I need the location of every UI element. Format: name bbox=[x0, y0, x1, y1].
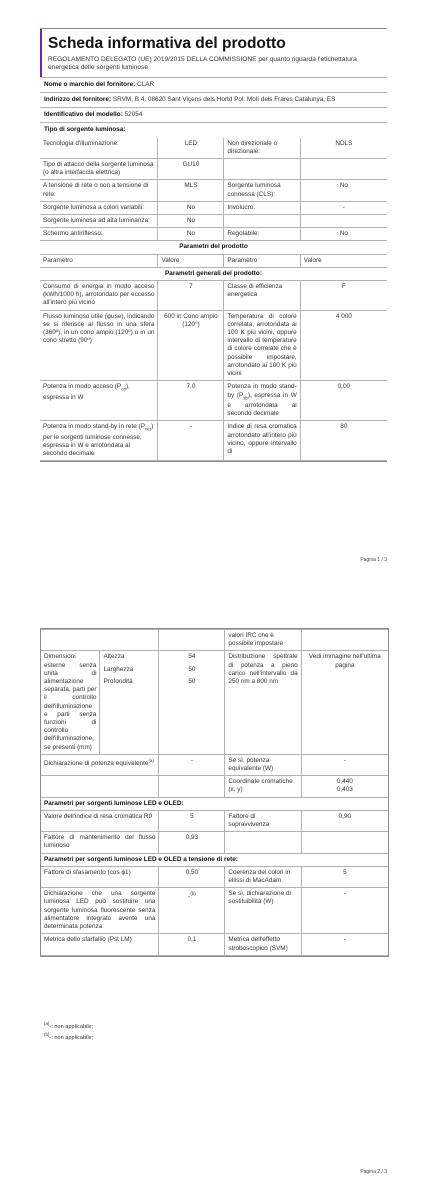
type-value bbox=[300, 159, 387, 180]
type-value: NDLS bbox=[300, 138, 387, 159]
param-row bbox=[41, 651, 388, 754]
macadam-value: 5 bbox=[301, 866, 388, 887]
page-2-frame bbox=[40, 628, 389, 957]
psb-label-tail: ), espressa in W e arrotondata al secondo decimale bbox=[227, 391, 297, 418]
param-row bbox=[41, 810, 388, 831]
type-row bbox=[40, 180, 387, 201]
param-row bbox=[41, 866, 388, 887]
param-row bbox=[40, 310, 387, 381]
cri-value: 80 bbox=[300, 421, 387, 461]
cri-label-continued: valori IRC che è possibile impostare bbox=[225, 630, 301, 651]
maintenance-label: Fattore di mantenimento del flusso luminoso bbox=[41, 832, 159, 853]
param-row bbox=[41, 630, 388, 651]
empty-cell bbox=[301, 630, 388, 651]
pnet-label-tail: ) per le sorgenti luminose connesse, espressa in W e arrotondata al secondo decimale bbox=[43, 423, 154, 458]
r9-label: Valore dell'indice di resa cromatica R9 bbox=[41, 810, 159, 831]
type-table bbox=[40, 138, 387, 462]
model-row bbox=[40, 107, 387, 122]
flux-value: 600 in Cono ampio (120°) bbox=[158, 310, 224, 381]
column-header-row bbox=[40, 254, 387, 267]
type-value: MLS bbox=[158, 180, 224, 201]
footnote-b bbox=[44, 1031, 93, 1042]
replacement-value-text: - bbox=[188, 893, 191, 901]
type-label: Tecnologia d'illuminazione: bbox=[40, 138, 158, 159]
macadam-label: Coerenza dei colori in ellissi di MacAdam bbox=[225, 866, 301, 887]
source-type-row bbox=[40, 122, 387, 137]
led-params-title: Parametri per sorgenti luminose LED e OLED: bbox=[41, 797, 388, 810]
equivalent-label bbox=[41, 754, 159, 775]
page-1-frame bbox=[40, 28, 387, 462]
address-value: SRVM, B 4, 08620 Sant Viçens dels Hortd Pol. Molí dels Frares Catalunya, ES bbox=[112, 96, 336, 104]
type-row bbox=[40, 228, 387, 241]
depth-label: Profondità bbox=[103, 677, 133, 685]
footnote-a-mark: (a) bbox=[44, 1021, 50, 1026]
general-params-header bbox=[40, 267, 387, 280]
chromaticity-label: Coordinate cromatiche (x, y) bbox=[225, 776, 301, 797]
column-header-value: Valore bbox=[300, 254, 387, 267]
param-row bbox=[40, 281, 387, 311]
type-label: Schermo antiriflesso: bbox=[40, 228, 158, 241]
pnet-label-text: Potenza in modo stand-by in rete (P bbox=[43, 423, 145, 431]
dimension-names bbox=[100, 651, 159, 754]
svm-label: Metrica dell'effetto stroboscopico (SVM) bbox=[225, 934, 301, 955]
type-value bbox=[300, 215, 387, 228]
regulation-text: REGOLAMENTO DELEGATO (UE) 2019/2015 DELLA COMMISSIONE per quanto riguarda l'etichettatura energetica delle sorgenti luminose bbox=[48, 56, 357, 72]
height-value: 54 bbox=[188, 653, 196, 661]
model-value: 52054 bbox=[124, 111, 143, 119]
empty-cell bbox=[225, 832, 301, 853]
spd-value: Vedi immagine nell'ultima pagina bbox=[301, 651, 388, 754]
type-row bbox=[40, 201, 387, 214]
replacement-label: Dichiarazione che una sorgente luminosa LED può sostituire una sorgente luminosa fluorescente senza alimentatore integrato avente una determinata potenza bbox=[41, 888, 159, 934]
general-params-title: Parametri generali del prodotto: bbox=[40, 267, 387, 280]
type-label: Non direzionale o direzionale: bbox=[224, 138, 300, 159]
type-value: No bbox=[300, 180, 387, 201]
address-label: Indirizzo del fornitore: bbox=[44, 96, 112, 104]
type-value: - bbox=[300, 201, 387, 214]
type-value: No bbox=[158, 228, 224, 241]
page-1 bbox=[0, 0, 431, 580]
cct-value: 4 000 bbox=[300, 310, 387, 381]
replacement-w-value: - bbox=[301, 888, 388, 934]
type-label bbox=[224, 159, 300, 180]
psb-value: 0,00 bbox=[300, 381, 387, 421]
pnet-label bbox=[40, 421, 158, 461]
supplier-row bbox=[40, 77, 387, 92]
param-row bbox=[41, 832, 388, 853]
params-table-continued bbox=[41, 629, 388, 956]
svm-value: - bbox=[301, 934, 388, 955]
type-label: Sorgente luminosa a colori variabili: bbox=[40, 201, 158, 214]
param-row bbox=[41, 888, 388, 934]
socket-label-note: (o altra interfaccia elettrica) bbox=[43, 169, 121, 177]
equivalent-label-text: Dichiarazione di potenza equivalente bbox=[44, 759, 149, 767]
class-value: F bbox=[300, 281, 387, 311]
dimensions-label: Dimensioni esterne senza unità di alimentazione separata, parti per il controllo dell'illuminazione e parti senza funzioni di controllo dell'illuminazione, se presenti (mm) bbox=[41, 651, 100, 754]
type-value: No bbox=[300, 228, 387, 241]
footnote-b-mark: (b) bbox=[44, 1032, 50, 1037]
pst-value: 0,1 bbox=[159, 934, 225, 955]
type-value: No bbox=[158, 215, 224, 228]
height-label: Altezza bbox=[103, 653, 125, 661]
pst-label: Metrica dello sfarfallio (Pst LM) bbox=[41, 934, 159, 955]
equivalent-w-label: Se sì, potenza equivalente (W) bbox=[225, 754, 301, 775]
param-row bbox=[40, 421, 387, 461]
equivalent-w-value: - bbox=[301, 754, 388, 775]
type-row bbox=[40, 138, 387, 159]
type-label: Sorgente luminosa ad alta luminanza: bbox=[40, 215, 158, 228]
pnet-value: - bbox=[158, 421, 224, 461]
chromaticity-values bbox=[301, 776, 388, 797]
column-header-value: Valore bbox=[158, 254, 224, 267]
type-row bbox=[40, 159, 387, 180]
page-title: Scheda informativa del prodotto bbox=[48, 35, 286, 52]
param-row bbox=[41, 776, 388, 797]
type-value: LED bbox=[158, 138, 224, 159]
model-label: Identificativo del modello: bbox=[44, 111, 123, 119]
empty-cell bbox=[301, 832, 388, 853]
footnote-a bbox=[44, 1020, 93, 1031]
type-row bbox=[40, 215, 387, 228]
column-header-param: Parametro bbox=[224, 254, 300, 267]
pon-label-text: Potenza in modo acceso (P bbox=[43, 383, 122, 391]
survival-label: Fattore di sopravvivenza bbox=[225, 810, 301, 831]
supplier-value: CLAR bbox=[137, 80, 155, 88]
type-label: Regolabile: bbox=[224, 228, 300, 241]
flux-label: Flusso luminoso utile (φuse), indicando se si riferisce al flusso in una sfera (360º), in un cono ampio (120º) o in un cono stretto (90º) bbox=[40, 310, 158, 381]
psb-label-text: Potenza in modo stand-by (P bbox=[227, 383, 297, 399]
product-params-title: Parametri del prodotto bbox=[40, 241, 387, 254]
empty-cell bbox=[41, 630, 159, 651]
width-value: 50 bbox=[188, 665, 196, 673]
supplier-label: Nome o marchio del fornitore: bbox=[44, 80, 136, 88]
page-number: Pagina 2 / 3 bbox=[360, 1169, 387, 1175]
mains-params-header bbox=[41, 853, 388, 866]
type-label bbox=[224, 215, 300, 228]
replacement-w-label: Se sì, dichiarazione di sostituibilità (W) bbox=[225, 888, 301, 934]
chromaticity-y: 0,403 bbox=[336, 786, 353, 794]
cos-label: Fattore di sfasamento (cos ϕ1) bbox=[41, 866, 159, 887]
type-value: GU10 bbox=[158, 159, 224, 180]
width-label: Larghezza bbox=[103, 665, 134, 673]
pon-subscript: on bbox=[121, 386, 127, 392]
title-block bbox=[40, 29, 387, 77]
param-row bbox=[41, 754, 388, 775]
type-label bbox=[40, 159, 158, 180]
psb-label bbox=[224, 381, 300, 421]
r9-value: 5 bbox=[159, 810, 225, 831]
empty-cell bbox=[159, 776, 225, 797]
footnote-a-text: -: non applicabile; bbox=[49, 1023, 94, 1030]
empty-cell bbox=[159, 630, 225, 651]
chromaticity-x: 0,440 bbox=[336, 778, 353, 786]
product-params-header bbox=[40, 241, 387, 254]
type-label: A tensione di rete o non a tensione di rete: bbox=[40, 180, 158, 201]
page-number: Pagina 1 / 3 bbox=[360, 557, 387, 563]
empty-cell bbox=[41, 776, 159, 797]
address-row bbox=[40, 92, 387, 107]
pon-label bbox=[40, 381, 158, 421]
class-label: Classe di efficienza energetica bbox=[224, 281, 300, 311]
param-row bbox=[40, 381, 387, 421]
cct-label: Temperatura di colore correlata, arrotondata ai 100 K più vicini, oppure intervallo di temperature di colore correlate che è possibile impostare, arrotondato ai 100 K più vicini bbox=[224, 310, 300, 381]
energy-value: 7 bbox=[158, 281, 224, 311]
equivalent-value: - bbox=[159, 754, 225, 775]
maintenance-value: 0,93 bbox=[159, 832, 225, 853]
survival-value: 0,90 bbox=[301, 810, 388, 831]
type-label: Involucro: bbox=[224, 201, 300, 214]
psb-subscript: sb bbox=[243, 394, 248, 400]
pon-value: 7,0 bbox=[158, 381, 224, 421]
source-type-label: Tipo di sorgente luminosa: bbox=[44, 126, 126, 134]
type-label: Sorgente luminosa connessa (CLS): bbox=[224, 180, 300, 201]
dimension-values bbox=[159, 651, 225, 754]
pon-label-tail: ), espressa in W bbox=[43, 383, 130, 401]
replacement-value bbox=[159, 888, 225, 934]
column-header-param: Parametro bbox=[40, 254, 158, 267]
depth-value: 50 bbox=[188, 677, 196, 685]
pnet-subscript: net bbox=[144, 426, 152, 432]
type-value: No bbox=[158, 201, 224, 214]
cos-value: 0,50 bbox=[159, 866, 225, 887]
footnote-b-text: -: non applicabile; bbox=[49, 1034, 94, 1041]
led-params-header bbox=[41, 797, 388, 810]
socket-label: Tipo di attacco della sorgente luminosa bbox=[43, 161, 154, 169]
cri-label: Indice di resa cromatica arrotondato all'intero più vicino, oppure intervallo di bbox=[224, 421, 300, 461]
spd-label: Distribuzione spettrale di potenza a pieno carico nell'intervallo da 250 nm a 800 nm bbox=[225, 651, 301, 754]
mains-params-title: Parametri per sorgenti luminose LED e OLED a tensione di rete: bbox=[41, 853, 388, 866]
energy-label: Consumo di energia in modo acceso (kWh/1000 h), arrotondato per eccesso all'intero più vicino bbox=[40, 281, 158, 311]
footnote-ref-a: (a) bbox=[148, 757, 154, 763]
page-2 bbox=[0, 618, 431, 1200]
footnote-ref-b: (b) bbox=[190, 891, 196, 897]
param-row bbox=[41, 934, 388, 955]
